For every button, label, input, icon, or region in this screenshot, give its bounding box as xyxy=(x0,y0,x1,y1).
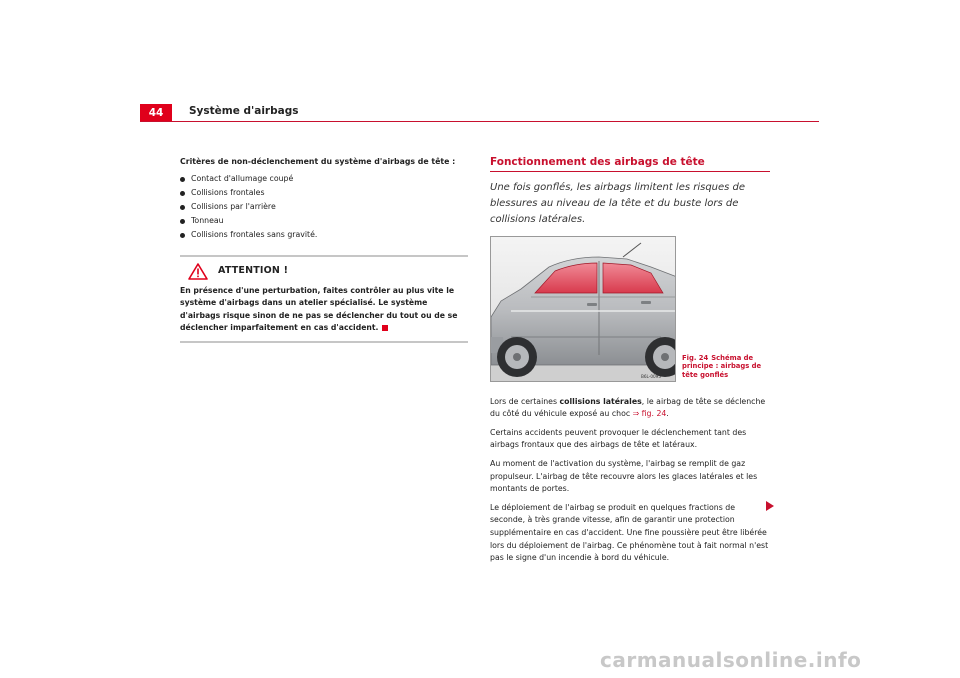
paragraph: Le déploiement de l'airbag se produit en quelques fractions de seconde, à très grande vitesse, afin de garantir une protection supplémentaire en cas d'accident. Une fine poussière peut être libérée lors du déploiement de l'airbag. Ce phénomène tout à fait normal n'est pas le signe d'un incendie à bord du véhicule. xyxy=(490,502,769,563)
figure-row xyxy=(490,236,770,382)
page-header-title: Système d'airbags xyxy=(189,105,299,117)
figure-caption: Fig. 24 Schéma de principe : airbags de tête gonflés xyxy=(682,353,762,379)
paragraph: Au moment de l'activation du système, l'airbag se remplit de gaz propulseur. L'airbag de tête recouvre alors les glaces latérales et les montants de portes. xyxy=(490,458,758,494)
criteria-title: Critères de non-déclenchement du système d'airbags de tête : xyxy=(180,157,456,166)
list-item: Collisions frontales xyxy=(180,187,468,201)
section-subtitle: Une fois gonflés, les airbags limitent les risques de blessures au niveau de la tête et du buste lors de collisions latérales. xyxy=(490,181,746,225)
bullet-icon xyxy=(180,191,185,196)
figure-code: B6L-0095 xyxy=(641,373,661,379)
list-item: Collisions frontales sans gravité. xyxy=(180,229,468,243)
warning-text: En présence d'une perturbation, faites contrôler au plus vite le système d'airbags dans un atelier spécialisé. Le système d'airbags risque sinon de ne pas se déclencher du tout ou de se déclencher imparfaitement en cas d'accident. xyxy=(180,285,458,333)
paragraph: Lors de certaines collisions latérales, le airbag de tête se déclenche du côté du véhicule exposé au choc ⇒ fig. 24. xyxy=(490,396,766,419)
end-of-section-icon xyxy=(382,325,388,331)
list-item: Contact d'allumage coupé xyxy=(180,173,468,187)
bullet-icon xyxy=(180,205,185,210)
warning-box xyxy=(180,255,468,343)
car-side-illustration xyxy=(491,237,676,382)
right-column xyxy=(490,156,770,571)
list-item: Collisions par l'arrière xyxy=(180,201,468,215)
next-page-arrow-icon[interactable] xyxy=(766,501,774,511)
warning-header xyxy=(188,263,468,281)
page-number: 44 xyxy=(140,104,172,122)
warning-triangle-icon xyxy=(188,263,208,280)
figure-reference-link[interactable]: ⇒ fig. 24 xyxy=(632,409,667,419)
body-text xyxy=(490,396,770,565)
left-column xyxy=(180,156,468,343)
criteria-list xyxy=(180,173,468,243)
section-title: Fonctionnement des airbags de tête xyxy=(490,156,770,172)
paragraph: Certains accidents peuvent provoquer le déclenchement tant des airbags frontaux que des airbags de tête et latéraux. xyxy=(490,427,747,450)
bullet-icon xyxy=(180,233,185,238)
car-airbag-figure xyxy=(490,236,676,382)
list-item: Tonneau xyxy=(180,215,468,229)
bullet-icon xyxy=(180,177,185,182)
bullet-icon xyxy=(180,219,185,224)
watermark: carmanualsonline.info xyxy=(600,648,862,672)
warning-title: ATTENTION ! xyxy=(218,265,289,277)
header-rule xyxy=(140,121,819,122)
